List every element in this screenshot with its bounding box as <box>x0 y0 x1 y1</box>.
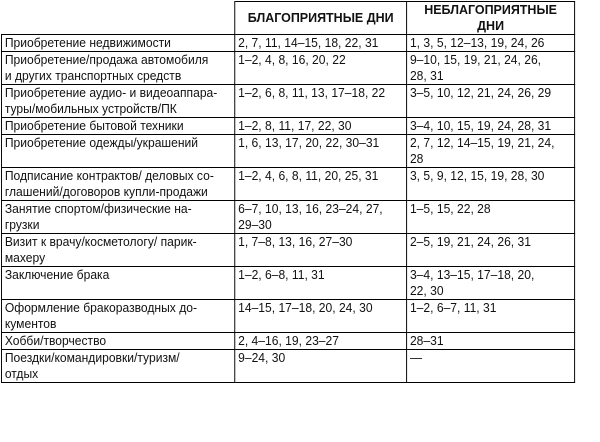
activity-cell: Приобретение одежды/украшений <box>1 135 234 168</box>
activity-cell: Приобретение аудио- и видеоаппара- туры/мобильных устройств/ПК <box>1 85 234 118</box>
favorable-cell: 1, 7–8, 13, 16, 27–30 <box>235 234 407 267</box>
table-row <box>1 267 574 300</box>
favorable-cell: 1–2, 6–8, 11, 31 <box>235 267 407 300</box>
favorable-cell: 2, 7, 11, 14–15, 18, 22, 31 <box>235 35 407 52</box>
table-row <box>1 52 574 85</box>
unfavorable-cell: 2–5, 19, 21, 24, 26, 31 <box>407 234 575 267</box>
table-row <box>1 201 574 234</box>
table-row <box>1 85 574 118</box>
favorable-cell: 1–2, 4, 6, 8, 11, 20, 25, 31 <box>235 168 407 201</box>
activity-cell: Подписание контрактов/ деловых со- глашений/договоров купли-продажи <box>1 168 234 201</box>
unfavorable-cell: 1, 3, 5, 12–13, 19, 24, 26 <box>407 35 575 52</box>
favorable-cell: 2, 4–16, 19, 23–27 <box>235 333 407 350</box>
activity-cell: Заключение брака <box>1 267 234 300</box>
activity-cell: Поездки/командировки/туризм/ отдых <box>1 350 234 383</box>
table-header-row <box>1 2 574 35</box>
table-row <box>1 234 574 267</box>
favorable-cell: 1–2, 4, 8, 16, 20, 22 <box>235 52 407 85</box>
unfavorable-cell: — <box>407 350 575 383</box>
unfavorable-cell: 3–4, 10, 15, 19, 24, 28, 31 <box>407 118 575 135</box>
unfavorable-cell: 2, 7, 12, 14–15, 19, 21, 24, 28 <box>407 135 575 168</box>
header-empty-cell <box>1 2 234 35</box>
unfavorable-cell: 3, 5, 9, 12, 15, 19, 28, 30 <box>407 168 575 201</box>
table-row <box>1 118 574 135</box>
activity-cell: Приобретение/продажа автомобиля и других транспортных средств <box>1 52 234 85</box>
table-row <box>1 350 574 383</box>
favorable-cell: 9–24, 30 <box>235 350 407 383</box>
activity-cell: Оформление бракоразводных до- кументов <box>1 300 234 333</box>
favorable-cell: 14–15, 17–18, 20, 24, 30 <box>235 300 407 333</box>
table-row <box>1 135 574 168</box>
table-row <box>1 300 574 333</box>
header-unfavorable: НЕБЛАГОПРИЯТНЫЕ ДНИ <box>407 2 575 35</box>
unfavorable-cell: 1–2, 6–7, 11, 31 <box>407 300 575 333</box>
unfavorable-cell: 3–5, 10, 12, 21, 24, 26, 29 <box>407 85 575 118</box>
table-row <box>1 333 574 350</box>
table-row <box>1 35 574 52</box>
favorable-cell: 6–7, 10, 13, 16, 23–24, 27, 29–30 <box>235 201 407 234</box>
activity-cell: Визит к врачу/косметологу/ парик- махеру <box>1 234 234 267</box>
favorable-cell: 1–2, 6, 8, 11, 13, 17–18, 22 <box>235 85 407 118</box>
activity-cell: Занятие спортом/физические на- грузки <box>1 201 234 234</box>
activity-cell: Приобретение бытовой техники <box>1 118 234 135</box>
unfavorable-cell: 9–10, 15, 19, 21, 24, 26, 28, 31 <box>407 52 575 85</box>
activity-cell: Приобретение недвижимости <box>1 35 234 52</box>
unfavorable-cell: 28–31 <box>407 333 575 350</box>
activity-cell: Хобби/творчество <box>1 333 234 350</box>
header-favorable: БЛАГОПРИЯТНЫЕ ДНИ <box>235 2 407 35</box>
favorable-cell: 1, 6, 13, 17, 20, 22, 30–31 <box>235 135 407 168</box>
table-row <box>1 168 574 201</box>
favorable-cell: 1–2, 8, 11, 17, 22, 30 <box>235 118 407 135</box>
unfavorable-cell: 1–5, 15, 22, 28 <box>407 201 575 234</box>
unfavorable-cell: 3–4, 13–15, 17–18, 20, 22, 30 <box>407 267 575 300</box>
calendar-table <box>1 1 575 383</box>
